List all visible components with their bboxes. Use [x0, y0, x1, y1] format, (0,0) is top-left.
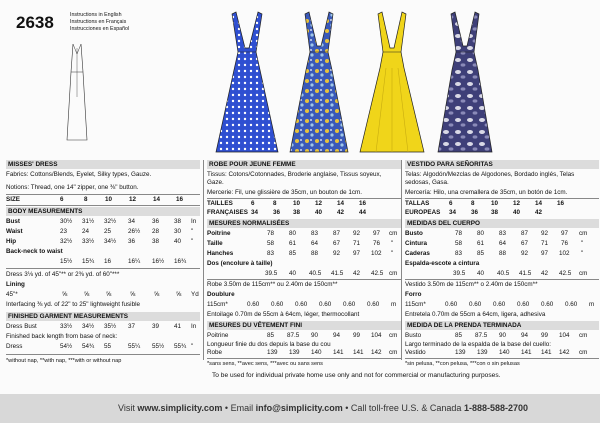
spanish-section: VESTIDO PARA SEÑORITAS Telas: Algodón/Mezclas de Algodones, Bordado inglés, Telas sedosas, Gasa. Mercería: Hilo, una cremallera de 35cm, un botón de 1cm. TALLAS 6 8 10 12 14 16 EUROPEAS 34 36 38 40 42 MEDIDAS DEL CUERPO Busto 78 80 83 87 92 97 cm Cintura 58 61 64 67 71 76 " Caderas 83 85 88 92 97 102 " Espalda-escote a cintura 39.5 40 40.5 41.5 42 42.5 cm Vestido 3.50m de 115cm** o 2.40m de 150cm** Forro 115cm* 0.60 0.60 0.60 0.60 0.60 0.60 m Entretela 0.70m de 55cm a 64cm, ligera, adhesiva MEDIDA DE LA PRENDA TERMINADA Busto 85 87.5 90 94 99 104 cm Largo terminado de la espalda de la base del cuello: Vestido 139 139 140 141 141 142 cm *sin pelusa, **con pelusa, ***con o sin pelusas: [405, 160, 600, 400]
body-measurements-title: BODY MEASUREMENTS: [6, 207, 200, 216]
language-line-es: Instrucciones en Español: [70, 26, 130, 32]
email-label: Email: [230, 403, 254, 413]
fini-title: MESURES DU VÊTEMENT FINI: [207, 321, 401, 330]
english-section: MISSES' DRESS Fabrics: Cottons/Blends, Eyelet, Silky types, Gauze. Notions: Thread, one 14" zipper, one ⅜" button. SIZE 6 8 10 12 14 16 BODY MEASUREMENTS Bust 30½ 31½ 32½ 34 36 38 In Waist 23 24 25 26½ 28 30 " Hip 32½ 33½ 34½ 36 38 40 " Back-neck to waist 15½ 15¾ 16 16¼ 16½ 16¾ Dress 3⅛ yd. of 45"** or 2⅜ yd. of 60"*** Lining 45"* ⅝ ⅝ ⅝ ⅝ ⅝ ⅝ Yd Interfacing ⅜ yd. of 22" to 25" lightweight fusible FINISHED GARMENT MEASUREMENTS Dress Bust 33½ 34½ 35½ 37 39 41 In Finished back length from base of neck: Dress 54½ 54¾ 55 55¼ 55½ 55¾ " *without nap, **with nap, ***with or without nap: [6, 161, 199, 364]
usage-notice: To be used for individual private home use only and not for commercial or manufacturing purposes.: [212, 372, 501, 379]
dress-illustration-dotted: [212, 8, 282, 156]
column-divider: [203, 160, 204, 360]
divider: [207, 198, 401, 199]
divider: [207, 279, 401, 280]
pattern-number: 2638: [16, 13, 54, 32]
language-line-fr: Instructions en Français: [70, 19, 127, 25]
footer-contact-line: [118, 404, 528, 413]
email-link[interactable]: info@simplicity.com: [255, 403, 343, 413]
bullet: •: [224, 403, 231, 413]
terminada-title: MEDIDA DE LA PRENDA TERMINADA: [405, 321, 599, 330]
dress-illustration-floral: [284, 8, 354, 156]
divider: [405, 198, 599, 199]
dress-illustration-yellow: [356, 8, 428, 156]
section-title: MISSES' DRESS: [6, 160, 200, 169]
phone-number[interactable]: 1-888-588-2700: [463, 403, 529, 413]
mesures-title: MESURES NORMALISÉES: [207, 219, 401, 228]
divider: [6, 354, 200, 355]
contact-footer: [0, 394, 600, 423]
visit-label: Visit: [118, 403, 135, 413]
divider: [405, 279, 599, 280]
language-line-en: Instructions in English: [70, 12, 122, 18]
french-section: ROBE POUR JEUNE FEMME Tissus: Cotons/Cotonnades, Broderie anglaise, Tissus soyeux, Gaze. Mercerie: Fil, une glissière de 35cm, un bouton de 1cm. TAILLES 6 8 10 12 14 16 FRANÇAISES 34 36 38 40 42 44 MESURES NORMALISÉES Poitrine 78 80 83 87 92 97 cm Taille 58 61 64 67 71 76 " Hanches 83 85 88 92 97 102 " Dos (encolure à taille) 39.5 40 40.5 41.5 42 42.5 cm Robe 3.50m de 115cm** ou 2.40m de 150cm** Doublure 115cm* 0.60 0.60 0.60 0.60 0.60 0.60 m Entoilage 0.70m de 55cm à 64cm, léger, thermocollant MESURES DU VÊTEMENT FINI Poitrine 85 87.5 90 94 99 104 cm Longueur finie du dos depuis la base du cou Robe 139 139 140 141 141 142 cm *sans sens, **avec sens, ***avec ou sans sens: [207, 160, 403, 400]
bullet: •: [345, 403, 351, 413]
call-label: Call toll-free U.S. & Canada: [350, 403, 462, 413]
divider: [207, 358, 401, 359]
back-view-line-drawing: [62, 42, 92, 142]
website-link[interactable]: www.simplicity.com: [137, 403, 223, 413]
dress-illustration-paisley: [430, 8, 500, 156]
section-title: ROBE POUR JEUNE FEMME: [207, 160, 401, 169]
divider: [6, 268, 200, 269]
medidas-title: MEDIDAS DEL CUERPO: [405, 219, 599, 228]
divider: [6, 205, 200, 206]
section-title: VESTIDO PARA SEÑORITAS: [405, 160, 599, 169]
finished-measurements-title: FINISHED GARMENT MEASUREMENTS: [6, 312, 200, 321]
divider: [405, 358, 599, 359]
divider: [6, 194, 200, 195]
